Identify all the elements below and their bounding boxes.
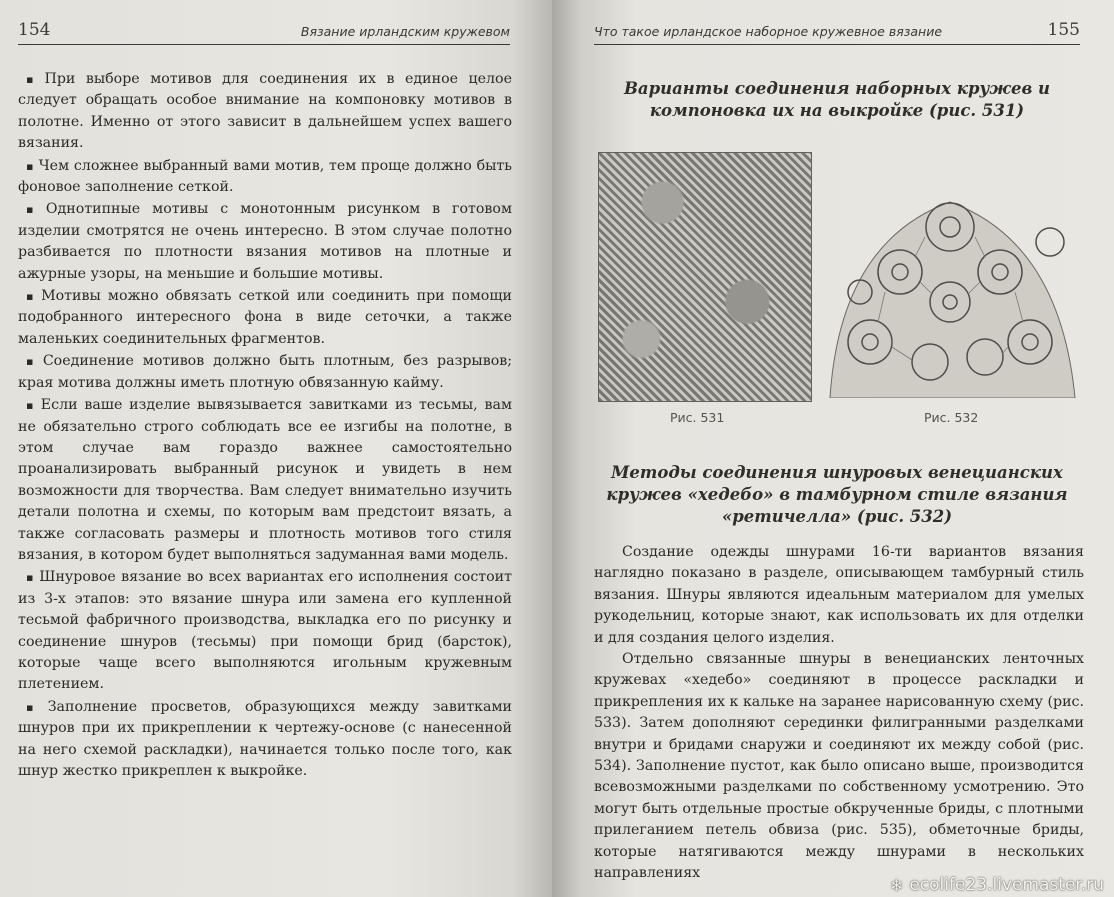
bullet-icon: ▪ (26, 159, 34, 173)
paragraph: ▪ Однотипные мотивы с монотонным рисунком в готовом изделии смотрятся не очень интересно. В этом случае полотно разбивается по плотности вязания мотивов на плотные и ажурные узоры, на меньшие и большие мотивы. (18, 201, 512, 282)
left-running-head (18, 14, 510, 45)
paragraph: ▪ При выборе мотивов для соединения их в единое целое следует обращать особое внимание на компоновку мотивов в полотне. Именно от этого зависит в дальнейшем успех вашего вязания. (18, 71, 512, 152)
section-heading-methods: Методы соединения шнуровых венецианских кружев «хедебо» в тамбурном стиле вязания «ретичелла» (рис. 532) (606, 463, 1068, 526)
paragraph: ▪ Чем сложнее выбранный вами мотив, тем проще должно быть фоновое заполнение сеткой. (18, 157, 512, 196)
section-heading-variants: Варианты соединения наборных кружев и компоновка их на выкройке (рис. 531) (623, 79, 1051, 120)
right-running-head (594, 14, 1080, 45)
bullet-icon: ▪ (26, 355, 38, 369)
watermark-text: ecolife23.livemaster.ru (909, 875, 1104, 895)
left-page (0, 0, 552, 897)
paragraph: ▪ Если ваше изделие вывязывается завитками из тесьмы, вам не обязательно строго соблюдать все ее изгибы на полотне, в этом случае вам гораздо важнее самостоятельно проанализировать выбранный рисунок и увидеть в нем возможности для творчества. Вам следует внимательно изучить детали полотна и схемы, по которым вам предстоит вязать, а также согласовать размеры и плотность мотивов того стиля вязания, в котором будет выполняться задуманная вами модель. (18, 397, 512, 563)
paragraph: ▪ Соединение мотивов должно быть плотным, без разрывов; края мотива должны иметь плотную обвязанную кайму. (18, 353, 512, 391)
paragraph: ▪ Заполнение просветов, образующихся между завитками шнуров при их прикреплении к чертежу-основе (с нанесенной на него схемой раскладки), начинается только после того, как шнур жестко прикреплен к выкройке. (18, 698, 512, 779)
right-body-text (594, 542, 1084, 885)
left-running-title: Вязание ирландским кружевом (300, 24, 510, 39)
right-page (552, 0, 1114, 897)
right-running-title: Что такое ирландское наборное кружевное вязание (594, 24, 943, 39)
bullet-icon: ▪ (26, 73, 40, 86)
paragraph: Отдельно связанные шнуры в венецианских ленточных кружевах «хедебо» соединяют в процессе раскладки и прикрепления их к кальке на заранее нарисованную схему (рис. 533). Затем дополняют серединки филигранными разделками внутри и бридами снаружи и соединяют их между собой (рис. 534). Заполнение пустот, как было описано выше, производится всевозможными разделками по собственному усмотрению. Это могут быть отдельные простые обкрученные бриды, с плотными прилеганием петель обвиза (рис. 535), обметочные бриды, которые натягиваются между шнурами в нескольких направлениях (594, 651, 1084, 882)
bullet-icon: ▪ (26, 203, 41, 217)
figure-caption-531: Рис. 531 (670, 410, 725, 425)
watermark (890, 875, 1104, 895)
paragraph: ▪ Шнуровое вязание во всех вариантах его исполнения состоит из 3-х этапов: это вязание шнура или замена его купленной тесьмой фабричного производства, выкладка его по рисунку и соединение шнуров (тесьмы) при помощи брид (барсток), которые чаще всего выполняются игольным кружевным плетением. (18, 569, 512, 693)
paragraph: Создание одежды шнурами 16-ти вариантов вязания наглядно показано в разделе, описывающем тамбурный стиль вязания. Шнуры являются идеальным материалом для умелых рукодельниц, которые знают, как использовать их для отделки и для создания целого изделия. (594, 544, 1084, 646)
lace-flowers-photo (820, 182, 1082, 398)
lace-fabric-photo (598, 152, 812, 402)
bullet-icon: ▪ (26, 399, 36, 413)
bullet-icon: ▪ (26, 290, 37, 304)
paragraph: ▪ Мотивы можно обвязать сеткой или соединить при помощи подобранного интересного фона в виде сеточки, а также маленьких соединительных фрагментов. (18, 288, 512, 347)
bullet-icon: ▪ (26, 700, 43, 714)
left-body-text (18, 69, 512, 783)
right-page-number: 155 (1047, 20, 1080, 40)
left-page-number: 154 (18, 20, 51, 40)
figure-caption-532: Рис. 532 (924, 410, 979, 425)
snowflake-icon: ❄ (889, 875, 904, 895)
bullet-icon: ▪ (26, 571, 35, 585)
